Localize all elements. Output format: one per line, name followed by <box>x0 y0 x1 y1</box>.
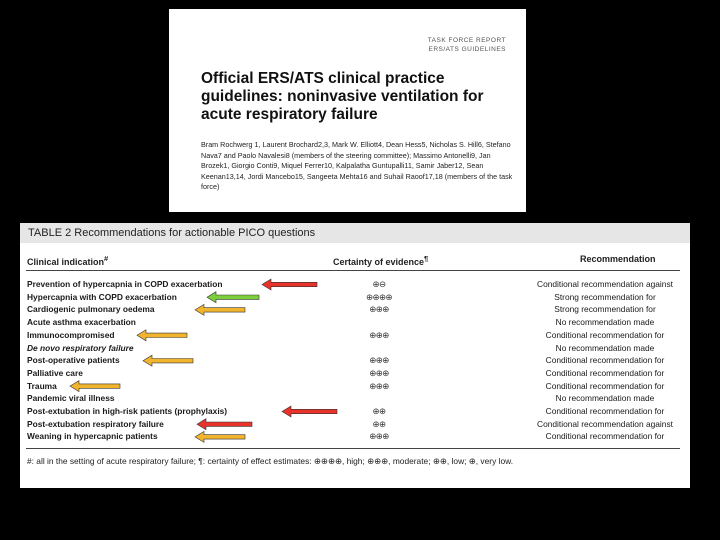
row-certainty: ⊕⊕⊕ <box>369 355 389 366</box>
row-recommendation: Conditional recommendation for <box>545 380 665 391</box>
row-indication: Palliative care <box>27 367 83 378</box>
header-recommendation: Recommendation <box>580 254 656 264</box>
row-indication: De novo respiratory failure <box>27 342 134 353</box>
row-certainty: ⊕⊖ <box>372 279 386 289</box>
row-indication: Immunocompromised <box>27 329 115 340</box>
header-certainty-mark: ¶ <box>424 254 429 263</box>
paper-title: Official ERS/ATS clinical practice guidelines: noninvasive ventilation for acute respiratory failure <box>201 70 484 123</box>
row-recommendation: No recommendation made <box>555 342 655 353</box>
row-certainty: ⊕⊕⊕⊕ <box>365 291 393 302</box>
row-indication: Weaning in hypercapnic patients <box>27 431 158 442</box>
row-certainty: ⊕⊕⊕ <box>369 304 389 315</box>
row-recommendation: Conditional recommendation for <box>545 355 665 366</box>
row-indication: Prevention of hypercapnia in COPD exacerbation <box>27 279 223 289</box>
table-panel <box>20 223 690 488</box>
row-indication: Cardiogenic pulmonary oedema <box>27 304 155 315</box>
row-certainty: ⊕⊕⊕ <box>369 367 389 378</box>
row-indication: Post-extubation in high-risk patients (prophylaxis) <box>27 406 228 416</box>
header-indication <box>27 254 108 267</box>
row-indication: Hypercapnia with COPD exacerbation <box>27 291 177 302</box>
row-indication: Pandemic viral illness <box>27 393 115 404</box>
header-indication-mark: # <box>104 254 109 263</box>
row-certainty: ⊕⊕ <box>372 406 386 416</box>
row-recommendation: Conditional recommendation against <box>537 279 673 289</box>
row-recommendation: No recommendation made <box>555 393 655 404</box>
row-indication: Acute asthma exacerbation <box>27 317 136 328</box>
row-recommendation: Conditional recommendation for <box>545 431 665 442</box>
row-indication: Post-operative patients <box>27 355 120 366</box>
header-rule <box>26 270 680 271</box>
series-line-2: ERS/ATS GUIDELINES <box>428 46 506 53</box>
paper-header <box>169 9 526 212</box>
header-indication-label: Clinical indication <box>27 257 105 267</box>
row-certainty: ⊕⊕⊕ <box>369 329 389 340</box>
row-recommendation: Conditional recommendation for <box>545 367 665 378</box>
row-certainty: ⊕⊕⊕ <box>369 431 389 442</box>
row-recommendation: Conditional recommendation for <box>545 406 665 416</box>
table-title: TABLE 2 Recommendations for actionable PICO questions <box>20 223 690 243</box>
row-recommendation: Strong recommendation for <box>554 291 656 302</box>
row-indication: Post-extubation respiratory failure <box>27 418 164 429</box>
row-indication: Trauma <box>27 380 57 391</box>
row-recommendation: Strong recommendation for <box>554 304 656 315</box>
row-recommendation: No recommendation made <box>555 317 655 328</box>
row-certainty: ⊕⊕ <box>372 418 386 429</box>
header-certainty <box>333 254 428 267</box>
header-certainty-label: Certainty of evidence <box>333 257 425 267</box>
row-certainty: ⊕⊕⊕ <box>369 380 389 391</box>
table-footnote: #: all in the setting of acute respiratory failure; ¶: certainty of effect estimates: ⊕⊕⊕⊕, high; ⊕⊕⊕, moderate; ⊕⊕, low; ⊕, very low. <box>27 456 514 466</box>
footer-rule <box>26 448 680 449</box>
row-recommendation: Conditional recommendation for <box>545 329 665 340</box>
author-list: Bram Rochwerg 1, Laurent Brochard2,3, Mark W. Elliott4, Dean Hess5, Nicholas S. Hill6, Stefano Nava7 and Paolo Navalesi8 (members of the steering committee); Massimo Antonelli9, Jan Brozek1, Giorgio Conti9, Miquel Ferrer10, Kalpalatha Guntupalli11, Samir Jaber12, Sean Keenan13,14, Jordi Mancebo15, Sangeeta Mehta16 and Suhail Raoof17,18 (members of the task force) <box>201 140 513 191</box>
series-line-1: TASK FORCE REPORT <box>427 37 506 44</box>
series-label <box>428 36 506 54</box>
row-recommendation: Conditional recommendation against <box>537 418 673 429</box>
